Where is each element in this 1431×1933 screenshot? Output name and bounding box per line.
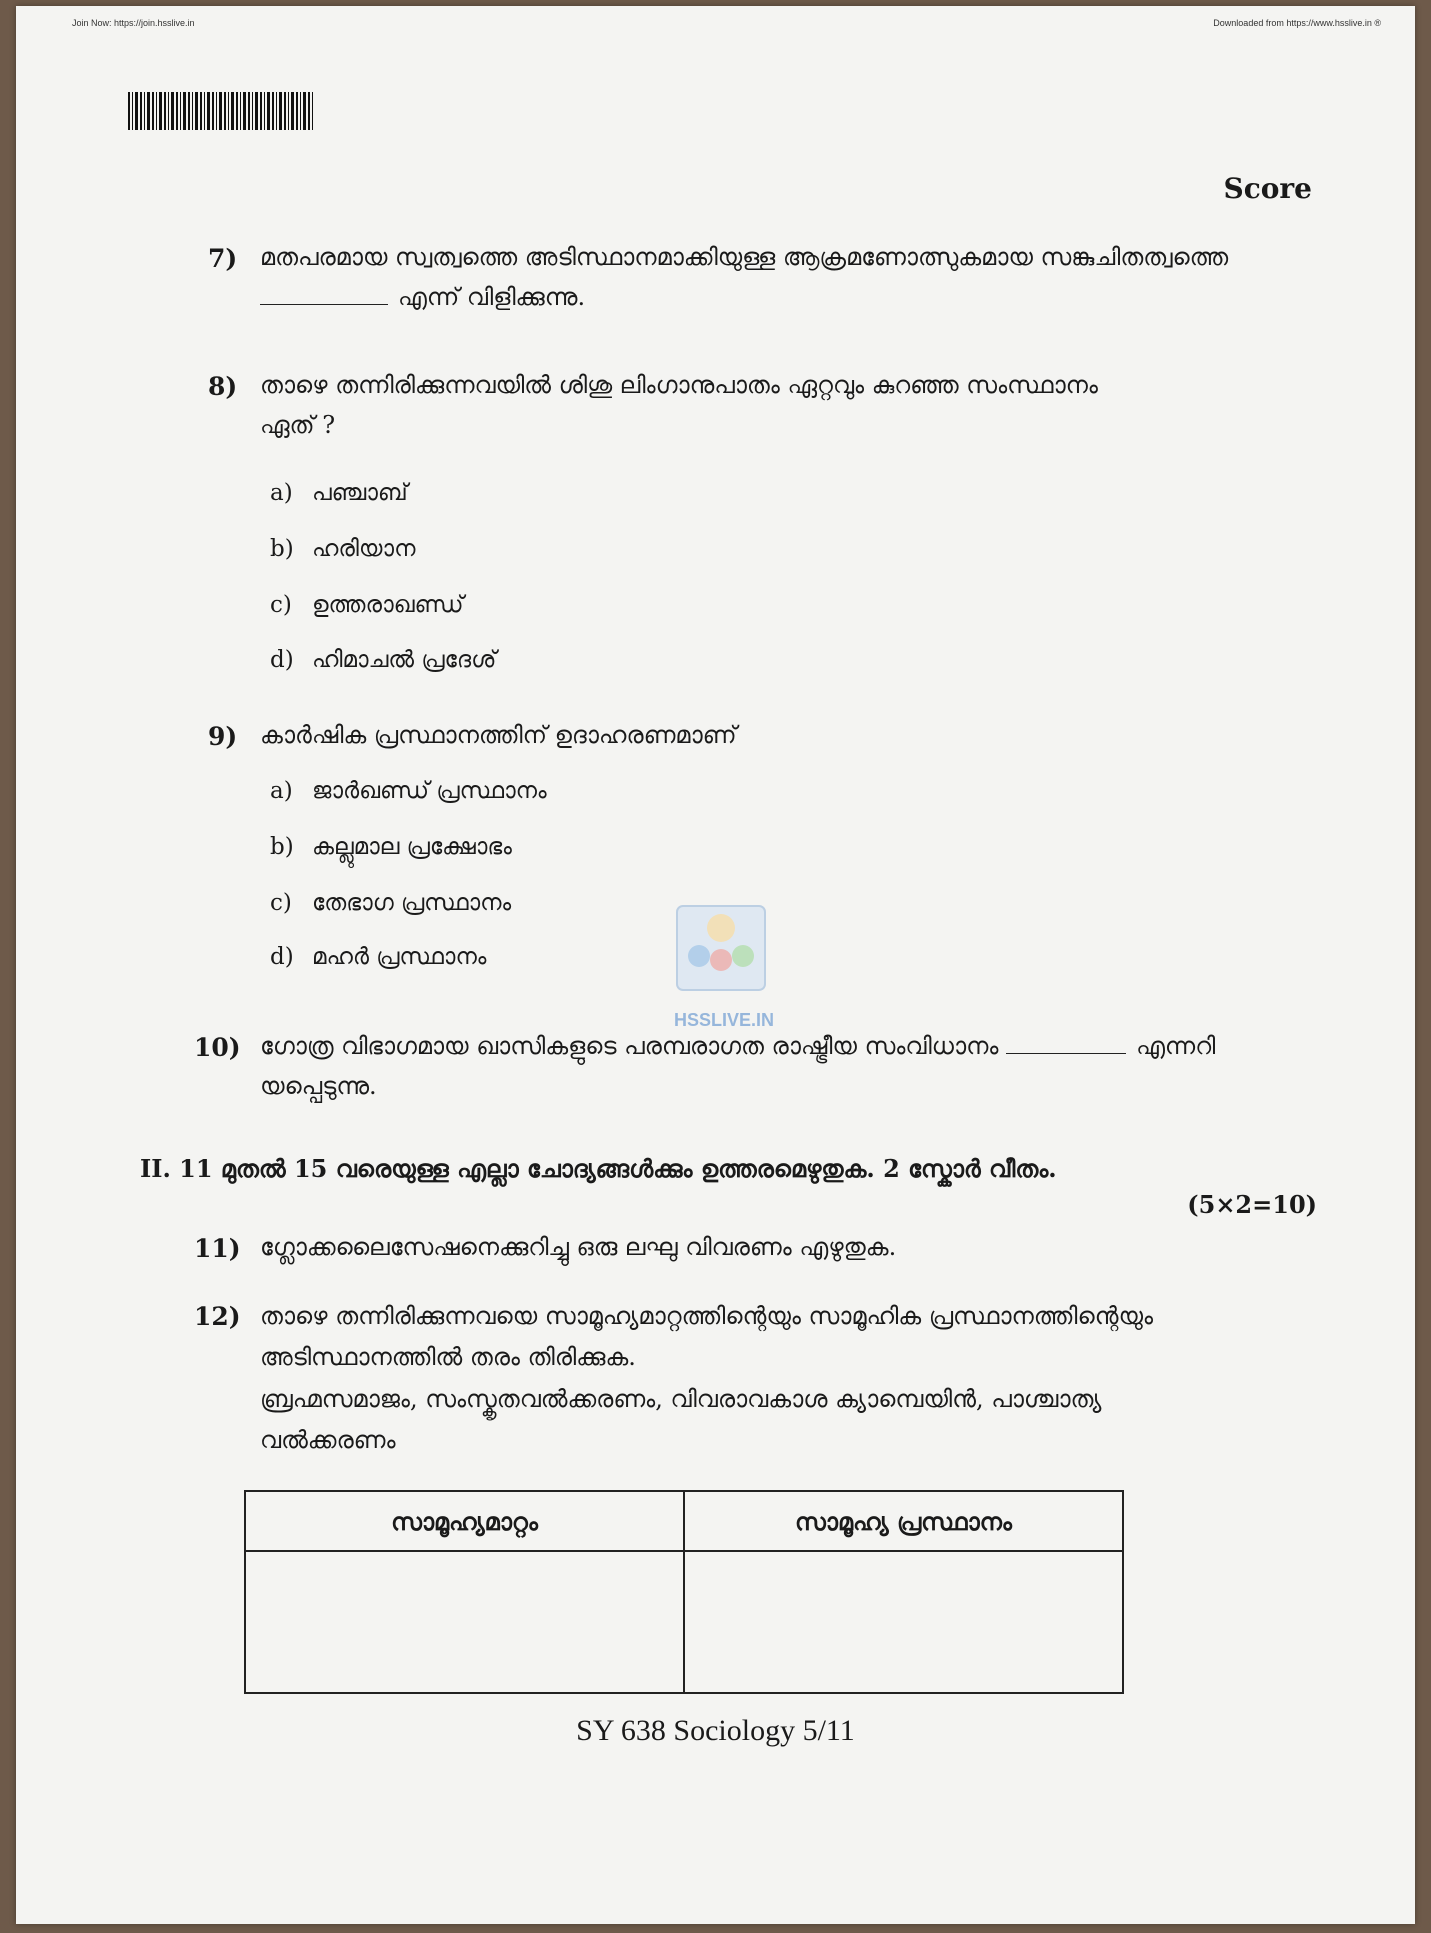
fill-blank [1006,1053,1126,1054]
q8-option-a: a) പഞ്ചാബ് [270,480,408,506]
question-10-line1b: എന്നറി [1136,1032,1216,1060]
question-10-number: 10) [194,1033,241,1062]
q8-option-d: d) ഹിമാചൽ പ്രദേശ് [270,647,497,673]
page-footer: SY 638 Sociology 5/11 [576,1714,855,1747]
table-header-social-movement: സാമൂഹ്യ പ്രസ്ഥാനം [684,1491,1123,1551]
question-10-line1-wrap [260,1027,1340,1067]
question-12-number: 12) [194,1302,241,1331]
question-11-number: 11) [194,1234,241,1263]
download-source[interactable]: Downloaded from https://www.hsslive.in ® [1213,18,1381,28]
question-9 [260,716,1340,756]
section-2-heading: II. 11 മുതൽ 15 വരെയുള്ള എല്ലാ ചോദ്യങ്ങൾക്കും ഉത്തരമെഴുതുക. 2 സ്കോർ വീതം. [140,1154,1057,1183]
hsslive-logo [671,898,771,998]
q8-option-c: c) ഉത്തരാഖണ്ഡ് [270,592,464,618]
question-9-number: 9) [208,722,238,751]
barcode [128,92,314,130]
question-12 [260,1296,1350,1461]
answer-cell-social-change[interactable] [245,1551,684,1693]
question-8 [260,366,1340,445]
q9-option-b: b) കല്ലുമാല പ്രക്ഷോഭം [270,834,512,860]
score-label: Score [1223,172,1312,205]
question-7-line1: മതപരമായ സ്വത്വത്തെ അടിസ്ഥാനമാക്കിയുള്ള ആക്രമണോത്സുകമായ സങ്കുചിതത്വത്തെ [260,243,1229,271]
section-2-marks: (5×2=10) [1187,1190,1317,1219]
answer-cell-social-movement[interactable] [684,1551,1123,1693]
q9-option-d: d) മഹർ പ്രസ്ഥാനം [270,944,487,970]
question-paper-page [16,6,1415,1924]
question-8-line2: ഏത് ? [260,410,336,439]
q8-option-b: b) ഹരിയാന [270,536,416,562]
question-10-line1: ഗോത്ര വിഭാഗമായ ഖാസികളുടെ പരമ്പരാഗത രാഷ്ട്രീയ സംവിധാനം [260,1032,999,1060]
question-10 [260,1027,1340,1106]
question-12-line2: അടിസ്ഥാനത്തിൽ തരം തിരിക്കുക. [260,1343,636,1372]
question-7 [260,238,1340,317]
question-10-line2: യപ്പെടുന്നു. [260,1071,377,1100]
watermark-text: HSSLIVE.IN [674,1010,775,1030]
question-7-number: 7) [208,244,238,273]
q9-option-c: c) തേഭാഗ പ്രസ്ഥാനം [270,890,512,916]
question-7-line2-wrap [260,278,1340,318]
question-8-line1: താഴെ തന്നിരിക്കുന്നവയിൽ ശിശു ലിംഗാനുപാതം ഏറ്റവും കുറഞ്ഞ സംസ്ഥാനം [260,371,1098,399]
question-12-line3: ബ്രഹ്മസമാജം, സംസ്കൃതവൽക്കരണം, വിവരാവകാശ ക്യാമ്പെയിൻ, പാശ്ചാത്യ [260,1384,1102,1413]
question-8-number: 8) [208,372,238,401]
table-header-social-change: സാമൂഹ്യമാറ്റം [245,1491,684,1551]
q9-option-a: a) ജാർഖണ്ഡ് പ്രസ്ഥാനം [270,778,547,804]
classification-table [244,1490,1124,1694]
question-7-line2: എന്ന് വിളിക്കുന്നു. [398,282,586,311]
join-link[interactable]: Join Now: https://join.hsslive.in [72,18,195,28]
question-11: ഗ്ലോക്കലൈസേഷനെക്കുറിച്ചു ഒരു ലഘു വിവരണം എഴുതുക. [260,1233,897,1261]
fill-blank [260,304,388,305]
question-9-line1: കാർഷിക പ്രസ്ഥാനത്തിന് ഉദാഹരണമാണ് [260,721,737,749]
question-12-line1: താഴെ തന്നിരിക്കുന്നവയെ സാമൂഹ്യമാറ്റത്തിന്റെയും സാമൂഹിക പ്രസ്ഥാനത്തിന്റെയും [260,1302,1154,1330]
question-12-line4: വൽക്കരണം [260,1425,396,1454]
